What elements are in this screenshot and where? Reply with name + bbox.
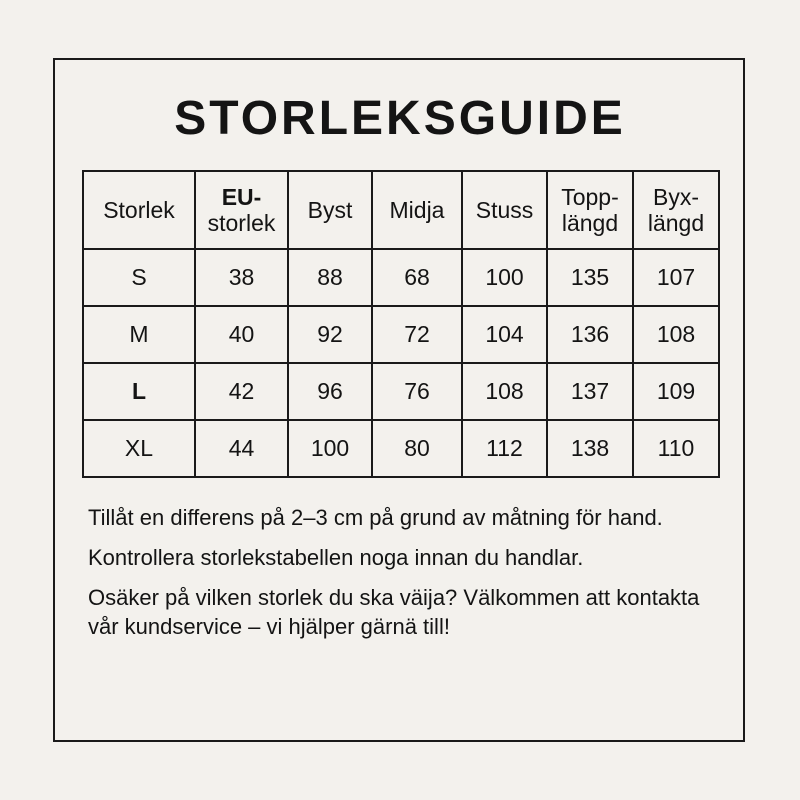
table-row-xl [83,420,719,477]
table-cell: 100 [462,249,547,306]
table-cell: XL [83,420,195,477]
table-cell: 96 [288,363,372,420]
table-cell: 108 [633,306,719,363]
table-cell: 44 [195,420,288,477]
header-row [83,171,719,249]
header-eu-size [195,171,288,249]
table-cell: S [83,249,195,306]
table-cell: 138 [547,420,633,477]
header-waist-label: Midja [389,197,445,223]
table-cell: 88 [288,249,372,306]
header-eu-size-line2: storlek [207,210,276,236]
table-cell: 100 [288,420,372,477]
table-cell: 108 [462,363,547,420]
page-title: STORLEKSGUIDE [174,92,626,145]
header-bust-label: Byst [307,197,353,223]
note-measurement-tolerance: Tillåt en differens på 2–3 cm på grund av måtning för hand. [88,505,663,530]
table-cell: 80 [372,420,462,477]
header-waist [372,171,462,249]
header-bust [288,171,372,249]
header-eu-size-line1: EU- [221,184,262,210]
table-cell: L [83,363,195,420]
table-cell: 92 [288,306,372,363]
table-cell: 135 [547,249,633,306]
table-cell: 136 [547,306,633,363]
note-customer-service: Osäker på vilken storlek du ska väija? Välkommen att kontakta vår kundservice – vi hjälper gärnä till! [88,585,700,639]
table-cell: 109 [633,363,719,420]
table-cell: 137 [547,363,633,420]
header-hip-label: Stuss [475,197,534,223]
table-cell: 112 [462,420,547,477]
header-size-label: Storlek [103,197,175,223]
header-top-length-line2: längd [561,210,619,236]
table-cell: 42 [195,363,288,420]
table-cell: 76 [372,363,462,420]
header-top-length [547,171,633,249]
notes-section [88,503,708,652]
size-table [82,170,720,478]
header-hip [462,171,547,249]
table-row-l [83,363,719,420]
header-top-length-line1: Topp- [561,184,619,210]
table-row-m [83,306,719,363]
header-pants-length-line2: längd [647,210,705,236]
note-check-table: Kontrollera storlekstabellen noga innan du handlar. [88,545,584,570]
table-row-s [83,249,719,306]
table-cell: 72 [372,306,462,363]
header-size [83,171,195,249]
table-cell: 107 [633,249,719,306]
table-cell: 40 [195,306,288,363]
table-cell: 104 [462,306,547,363]
table-cell: 110 [633,420,719,477]
header-pants-length-line1: Byx- [653,184,699,210]
table-cell: 38 [195,249,288,306]
header-pants-length [633,171,719,249]
table-cell: 68 [372,249,462,306]
table-cell: M [83,306,195,363]
